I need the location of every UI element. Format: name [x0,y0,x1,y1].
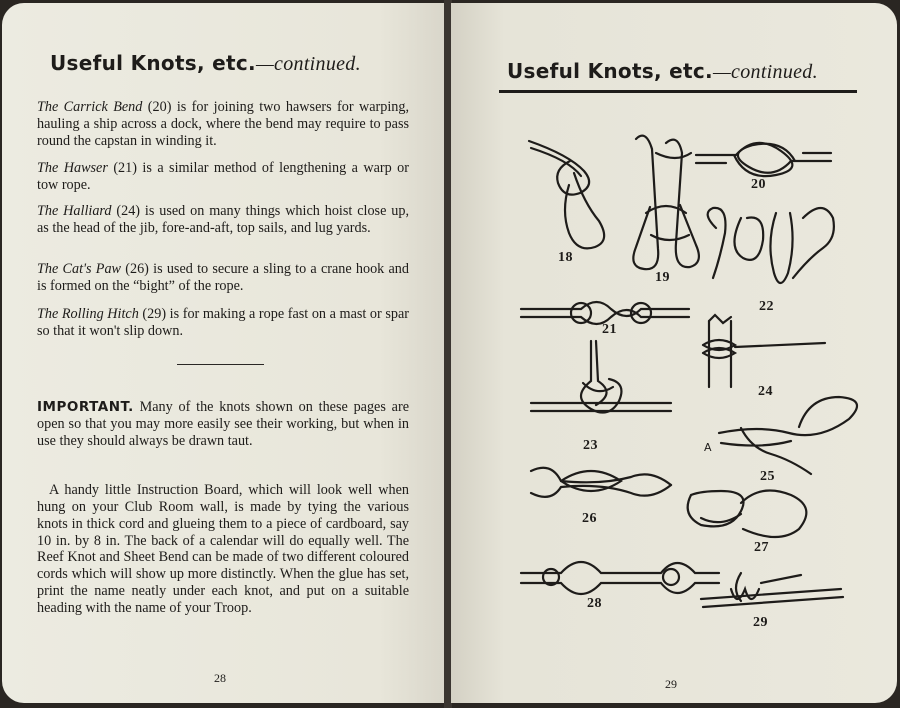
term-halliard: The Halliard [37,203,112,220]
knot-22-illustration [708,208,834,283]
page-number-right: 29 [665,677,677,691]
paragraph-rolling-hitch [37,306,409,340]
knot-27-illustration [688,491,807,538]
text-carrick-bend: (20) is for joining two hawsers for warping, hauling a ship across a dock, where the bend may require to pass round the capstan in winding it. [37,99,409,149]
knot-28-illustration [521,562,719,594]
text-halliard: (24) is used on many things which hoist close up, as the head of the jib, fore-and-aft, top sails, and lug yards. [37,203,409,236]
knot-25-illustration [719,397,857,474]
knot-21-illustration [521,302,689,324]
left-page [2,3,445,703]
page-number-left: 28 [214,671,226,685]
heading-continued: —continued. [255,53,361,75]
knot-24-illustration [703,315,825,387]
knot-23-illustration [531,341,671,413]
heading-main: Useful Knots, etc. [50,51,256,75]
paragraph-cats-paw [37,261,409,295]
paragraph-instruction-board: A handy little Instruction Board, which will look well when hung on your Club Room wall, is made by tying the various knots in thick cord and glueing them to a piece of cardboard, say 10 in. by 8 in. The back of a calendar will do equally well. The Reef Knot and Sheet Bend can be made of two different coloured cords which will show up more distinctly. When the glue has set, print the name neatly under each knot, and put on a suitable heading with the name of your Troop. [37,482,409,616]
paragraph-important [37,399,409,449]
figure-number-24: 24 [758,384,773,399]
term-rolling-hitch: The Rolling Hitch [37,306,139,323]
figure-number-28: 28 [587,596,602,611]
knot-illustrations [451,3,897,703]
figure-number-26: 26 [582,511,597,526]
figure-number-19: 19 [655,270,670,285]
text-hawser: (21) is a similar method of lengthening a warp or tow rope. [37,160,409,193]
important-text: Many of the knots shown on these pages are open so that you may more easily see their working, but when in use they should always be drawn taut. [37,399,409,449]
knot-18-illustration [529,141,604,248]
important-label: IMPORTANT. [37,399,134,416]
figure-number-22: 22 [759,299,774,314]
heading-main: Useful Knots, etc. [507,59,713,83]
text-cats-paw: (26) is used to secure a sling to a crane hook and is formed on the “bight” of the rope. [37,261,409,294]
figure-number-21: 21 [602,322,617,337]
figure-number-18: 18 [558,250,573,265]
paragraph-halliard [37,203,409,237]
figure-number-27: 27 [754,540,769,555]
knot-29-illustration [701,573,843,607]
term-cats-paw: The Cat's Paw [37,261,122,278]
left-page-heading [50,51,361,76]
paragraph-hawser [37,160,409,194]
knot-20-illustration [696,143,831,176]
term-hawser: The Hawser [37,160,108,177]
paragraph-carrick-bend [37,99,409,149]
figure-number-25: 25 [760,469,775,484]
figure-number-23: 23 [583,438,598,453]
figure-number-29: 29 [753,615,768,630]
right-page [451,3,897,703]
knot-26-illustration [531,468,671,497]
term-carrick-bend: The Carrick Bend [37,99,143,116]
heading-continued: —continued. [712,61,818,83]
text-rolling-hitch: (29) is for making a rope fast on a mast or spar so that it won't slip down. [37,306,409,339]
section-divider [177,364,264,365]
figure-letter-a: A [704,441,713,454]
knot-19-illustration [633,136,699,269]
figure-number-20: 20 [751,177,766,192]
